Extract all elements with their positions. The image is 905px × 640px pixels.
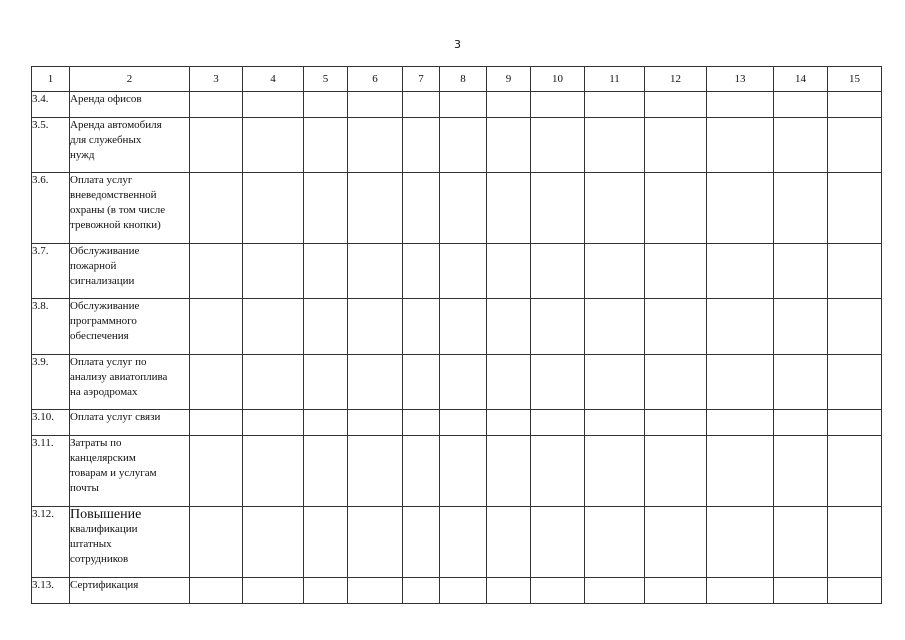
table-cell <box>348 410 403 436</box>
table-cell <box>585 118 645 173</box>
table-cell <box>645 118 707 173</box>
table-cell <box>190 507 243 578</box>
table-cell <box>531 355 585 410</box>
table-cell <box>440 173 487 244</box>
row-number: 3.10. <box>32 410 70 436</box>
table-cell <box>243 410 304 436</box>
table-cell <box>190 355 243 410</box>
table-row <box>32 578 882 604</box>
table-cell <box>440 436 487 507</box>
table-cell <box>243 578 304 604</box>
page-number: 3 <box>454 38 461 51</box>
table-cell <box>190 436 243 507</box>
table-cell <box>190 173 243 244</box>
column-header: 7 <box>403 67 440 92</box>
table-cell <box>707 173 774 244</box>
table-cell <box>348 355 403 410</box>
table-cell <box>707 507 774 578</box>
table-cell <box>243 436 304 507</box>
table-cell <box>403 436 440 507</box>
table-cell <box>440 299 487 355</box>
column-header: 5 <box>304 67 348 92</box>
row-number: 3.7. <box>32 244 70 299</box>
table-cell <box>190 578 243 604</box>
table-cell <box>190 410 243 436</box>
table-cell <box>440 507 487 578</box>
row-label: Аренда автомобиля для служебных нужд <box>70 118 190 173</box>
table-cell <box>707 410 774 436</box>
table-cell <box>645 299 707 355</box>
table-cell <box>304 578 348 604</box>
table-cell <box>774 410 828 436</box>
table-cell <box>645 436 707 507</box>
table-cell <box>403 173 440 244</box>
row-label: Обслуживание пожарной сигнализации <box>70 244 190 299</box>
table-cell <box>774 299 828 355</box>
table-cell <box>403 299 440 355</box>
table-cell <box>440 244 487 299</box>
table-cell <box>487 410 531 436</box>
row-label: Оплата услуг связи <box>70 410 190 436</box>
table-cell <box>403 92 440 118</box>
table-cell <box>487 244 531 299</box>
row-label: Сертификация <box>70 578 190 604</box>
table-cell <box>531 436 585 507</box>
column-header: 13 <box>707 67 774 92</box>
table-cell <box>190 92 243 118</box>
table-cell <box>774 507 828 578</box>
table-cell <box>645 92 707 118</box>
table-cell <box>828 92 882 118</box>
table-cell <box>487 173 531 244</box>
table-cell <box>348 92 403 118</box>
row-label: Затраты по канцелярским товарам и услугам почты <box>70 436 190 507</box>
table-cell <box>243 173 304 244</box>
table-cell <box>243 507 304 578</box>
column-header: 4 <box>243 67 304 92</box>
table-cell <box>585 244 645 299</box>
table-cell <box>585 92 645 118</box>
table-cell <box>774 92 828 118</box>
table-cell <box>487 118 531 173</box>
table-cell <box>243 244 304 299</box>
table-cell <box>487 507 531 578</box>
table-cell <box>304 410 348 436</box>
table-cell <box>828 436 882 507</box>
column-header: 15 <box>828 67 882 92</box>
table-cell <box>190 299 243 355</box>
table-cell <box>585 173 645 244</box>
table-cell <box>243 299 304 355</box>
column-header: 11 <box>585 67 645 92</box>
table-cell <box>828 299 882 355</box>
table-cell <box>828 578 882 604</box>
table-row <box>32 355 882 410</box>
table-cell <box>774 118 828 173</box>
table-cell <box>487 92 531 118</box>
table-cell <box>645 244 707 299</box>
table-cell <box>828 507 882 578</box>
row-label: Оплата услуг по анализу авиатоплива на аэродромах <box>70 355 190 410</box>
table-cell <box>774 436 828 507</box>
table-cell <box>707 355 774 410</box>
table-cell <box>403 244 440 299</box>
table-row <box>32 118 882 173</box>
column-header: 12 <box>645 67 707 92</box>
table-cell <box>585 578 645 604</box>
row-label: Повышение квалификации штатных сотрудников <box>70 507 190 578</box>
table-cell <box>585 410 645 436</box>
row-number: 3.4. <box>32 92 70 118</box>
table-cell <box>707 578 774 604</box>
header-row <box>32 67 882 92</box>
table-cell <box>403 355 440 410</box>
row-number: 3.8. <box>32 299 70 355</box>
table-cell <box>774 244 828 299</box>
table-cell <box>707 436 774 507</box>
column-header: 6 <box>348 67 403 92</box>
table-cell <box>304 118 348 173</box>
table-cell <box>440 410 487 436</box>
table-cell <box>585 355 645 410</box>
table-cell <box>304 507 348 578</box>
table-row <box>32 507 882 578</box>
table-cell <box>348 578 403 604</box>
table-cell <box>304 299 348 355</box>
column-header: 2 <box>70 67 190 92</box>
table-cell <box>304 244 348 299</box>
row-number: 3.13. <box>32 578 70 604</box>
table-cell <box>707 244 774 299</box>
table-cell <box>487 436 531 507</box>
table-cell <box>531 244 585 299</box>
table-cell <box>243 355 304 410</box>
table-cell <box>531 299 585 355</box>
row-number: 3.12. <box>32 507 70 578</box>
table-row <box>32 244 882 299</box>
table-cell <box>645 355 707 410</box>
table-row <box>32 173 882 244</box>
table-cell <box>403 578 440 604</box>
table-cell <box>585 436 645 507</box>
table-cell <box>403 118 440 173</box>
table-cell <box>531 118 585 173</box>
table-cell <box>348 436 403 507</box>
table-cell <box>304 436 348 507</box>
table-cell <box>403 507 440 578</box>
column-header: 1 <box>32 67 70 92</box>
table-row <box>32 299 882 355</box>
table-cell <box>348 299 403 355</box>
table-cell <box>348 244 403 299</box>
table-cell <box>828 118 882 173</box>
table-cell <box>190 118 243 173</box>
column-header: 14 <box>774 67 828 92</box>
row-label: Аренда офисов <box>70 92 190 118</box>
table-row <box>32 410 882 436</box>
table-cell <box>774 355 828 410</box>
table-cell <box>585 507 645 578</box>
table-row <box>32 436 882 507</box>
table-cell <box>440 355 487 410</box>
table-cell <box>348 507 403 578</box>
data-table <box>31 66 882 604</box>
table-cell <box>403 410 440 436</box>
table-cell <box>348 173 403 244</box>
table-cell <box>645 410 707 436</box>
table-cell <box>487 299 531 355</box>
column-header: 3 <box>190 67 243 92</box>
table-cell <box>645 507 707 578</box>
table-cell <box>531 578 585 604</box>
row-label: Обслуживание программного обеспечения <box>70 299 190 355</box>
table-cell <box>348 118 403 173</box>
table-cell <box>774 578 828 604</box>
table-cell <box>828 173 882 244</box>
table-cell <box>487 578 531 604</box>
table-cell <box>707 299 774 355</box>
column-header: 10 <box>531 67 585 92</box>
row-number: 3.6. <box>32 173 70 244</box>
table-cell <box>828 355 882 410</box>
row-number: 3.9. <box>32 355 70 410</box>
table-cell <box>531 92 585 118</box>
table-row <box>32 92 882 118</box>
column-header: 8 <box>440 67 487 92</box>
row-number: 3.11. <box>32 436 70 507</box>
table-cell <box>531 507 585 578</box>
table-cell <box>531 173 585 244</box>
table-cell <box>304 92 348 118</box>
table-cell <box>190 244 243 299</box>
table-cell <box>828 410 882 436</box>
table-cell <box>774 173 828 244</box>
table-cell <box>243 118 304 173</box>
table-cell <box>707 118 774 173</box>
row-label: Оплата услуг вневедомственной охраны (в том числе тревожной кнопки) <box>70 173 190 244</box>
table-cell <box>585 299 645 355</box>
table-cell <box>440 578 487 604</box>
row-number: 3.5. <box>32 118 70 173</box>
table-cell <box>645 173 707 244</box>
column-header: 9 <box>487 67 531 92</box>
table-cell <box>707 92 774 118</box>
table-cell <box>645 578 707 604</box>
table-cell <box>304 355 348 410</box>
table-cell <box>440 92 487 118</box>
table-cell <box>487 355 531 410</box>
table-cell <box>531 410 585 436</box>
table-cell <box>304 173 348 244</box>
table-cell <box>828 244 882 299</box>
table-cell <box>440 118 487 173</box>
table-cell <box>243 92 304 118</box>
